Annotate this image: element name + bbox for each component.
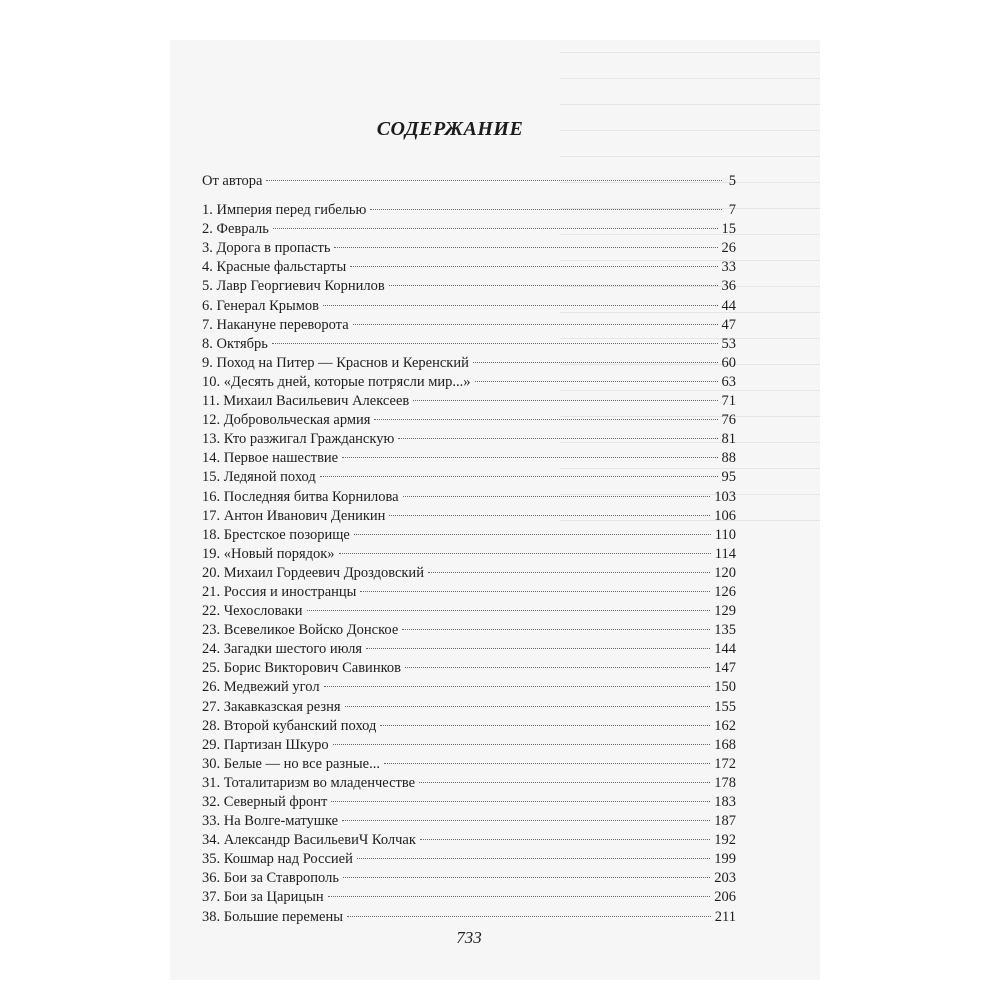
toc-entry-page: 211 bbox=[714, 908, 736, 925]
dot-leader bbox=[402, 629, 710, 630]
toc-entry-label: 21. Россия и иностранцы bbox=[202, 583, 357, 600]
dot-leader bbox=[345, 706, 711, 707]
toc-title: СОДЕРЖАНИЕ bbox=[376, 118, 524, 140]
dot-leader bbox=[366, 648, 710, 649]
toc-entry-page: 192 bbox=[714, 832, 736, 849]
dot-leader bbox=[360, 591, 710, 592]
toc-entry-page: 47 bbox=[721, 316, 736, 333]
toc-entry-label: 14. Первое нашествие bbox=[202, 450, 339, 467]
toc-entry bbox=[202, 239, 736, 258]
toc-entry bbox=[202, 468, 736, 487]
toc-entry bbox=[202, 755, 736, 774]
toc-entry-label: 23. Всевеликое Войско Донское bbox=[202, 622, 399, 639]
toc-entry bbox=[202, 678, 736, 697]
toc-entry bbox=[202, 277, 736, 296]
toc-entry-page: 199 bbox=[714, 851, 736, 868]
dot-leader bbox=[403, 496, 711, 497]
toc-entry-label: 4. Красные фальстарты bbox=[202, 259, 347, 276]
toc-entry-label: 28. Второй кубанский поход bbox=[202, 717, 377, 734]
toc-entry-page: 95 bbox=[721, 469, 736, 486]
toc-entry-label: 25. Борис Викторович Савинков bbox=[202, 660, 401, 677]
dot-leader bbox=[272, 343, 718, 344]
toc-entry-page: 44 bbox=[721, 297, 736, 314]
toc-entry-label: 13. Кто разжигал Гражданскую bbox=[202, 431, 395, 448]
toc-entry-label: 17. Антон Иванович Деникин bbox=[202, 507, 386, 524]
toc-entry-page: 7 bbox=[728, 202, 736, 219]
toc-entry bbox=[202, 430, 736, 449]
toc-entry-label: 9. Поход на Питер — Краснов и Керенский bbox=[202, 354, 469, 371]
dot-leader bbox=[273, 228, 718, 229]
toc-entry-label: 12. Добровольческая армия bbox=[202, 412, 371, 429]
toc-entry-page: 5 bbox=[728, 173, 736, 189]
dot-leader bbox=[389, 285, 718, 286]
dot-leader bbox=[323, 305, 717, 306]
toc-entry bbox=[202, 526, 736, 545]
toc-entry-page: 63 bbox=[721, 373, 736, 390]
toc-entry-label: 29. Партизан Шкуро bbox=[202, 736, 329, 753]
toc-entry-page: 26 bbox=[721, 240, 736, 257]
toc-entry bbox=[202, 258, 736, 277]
toc-entry-label: 31. Тоталитаризм во младенчестве bbox=[202, 774, 416, 791]
toc-entry bbox=[202, 888, 736, 907]
toc-entry-page: 15 bbox=[721, 221, 736, 238]
dot-leader bbox=[328, 896, 711, 897]
dot-leader bbox=[357, 858, 710, 859]
toc-entry-page: 144 bbox=[714, 641, 736, 658]
toc-entry bbox=[202, 564, 736, 583]
toc-entry-page: 81 bbox=[721, 431, 736, 448]
dot-leader bbox=[320, 476, 718, 477]
toc-entry-label: 38. Большие перемены bbox=[202, 908, 343, 925]
toc-entry bbox=[202, 316, 736, 335]
toc-entry-label: 24. Загадки шестого июля bbox=[202, 641, 363, 658]
toc-entry bbox=[202, 717, 736, 736]
toc-entry-page: 178 bbox=[714, 774, 736, 791]
toc-entry-label: 1. Империя перед гибелью bbox=[202, 202, 367, 219]
toc-entry bbox=[202, 850, 736, 869]
toc-entry-page: 206 bbox=[714, 889, 736, 906]
toc-entry bbox=[202, 201, 736, 220]
dot-leader bbox=[354, 534, 711, 535]
dot-leader bbox=[389, 515, 710, 516]
toc-entry-page: 110 bbox=[714, 526, 736, 543]
toc-entry-label: 10. «Десять дней, которые потрясли мир...» bbox=[202, 373, 471, 390]
toc-entry-page: 155 bbox=[714, 698, 736, 715]
toc-entry-label: 15. Ледяной поход bbox=[202, 469, 316, 486]
toc-entry-page: 120 bbox=[714, 564, 736, 581]
toc-entry bbox=[202, 602, 736, 621]
toc-entry bbox=[202, 373, 736, 392]
toc-entry-page: 168 bbox=[714, 736, 736, 753]
toc-entry bbox=[202, 411, 736, 430]
toc-entry-page: 129 bbox=[714, 603, 736, 620]
toc-entry bbox=[202, 659, 736, 678]
toc-entry-page: 183 bbox=[714, 794, 736, 810]
toc-entry-label: 26. Медвежий угол bbox=[202, 679, 320, 696]
toc-entry bbox=[202, 774, 736, 793]
toc-entry-label: 20. Михаил Гордеевич Дроздовский bbox=[202, 564, 424, 581]
toc-entry bbox=[202, 335, 736, 354]
dot-leader bbox=[343, 877, 710, 878]
toc-entry-page: 106 bbox=[714, 507, 736, 524]
toc-entry-label: 36. Бои за Ставрополь bbox=[202, 870, 339, 887]
toc-entry-page: 126 bbox=[714, 583, 736, 600]
toc-entry-page: 36 bbox=[721, 278, 736, 295]
page-number: 733 bbox=[456, 928, 482, 947]
toc-entry bbox=[202, 297, 736, 316]
toc-entry bbox=[202, 488, 736, 507]
toc-entry-page: 33 bbox=[721, 259, 736, 276]
toc-entry-page: 150 bbox=[714, 679, 736, 696]
toc-entry-label: От автора bbox=[202, 173, 263, 189]
dot-leader bbox=[380, 725, 710, 726]
toc-entry-label: 6. Генерал Крымов bbox=[202, 297, 320, 314]
dot-leader bbox=[350, 266, 717, 267]
dot-leader bbox=[473, 362, 718, 363]
toc-entry bbox=[202, 869, 736, 888]
dot-leader bbox=[353, 324, 718, 325]
toc-entry bbox=[202, 621, 736, 640]
toc-entry-page: 103 bbox=[714, 488, 736, 505]
toc-entry-label: 30. Белые — но все разные... bbox=[202, 755, 380, 772]
toc-entry-page: 114 bbox=[714, 545, 736, 562]
toc-entry bbox=[202, 545, 736, 564]
toc-entry-label: 11. Михаил Васильевич Алексеев bbox=[202, 393, 410, 410]
dot-leader bbox=[342, 457, 717, 458]
dot-leader bbox=[475, 381, 718, 382]
toc-entry-page: 162 bbox=[714, 717, 736, 734]
dot-leader bbox=[413, 400, 717, 401]
dot-leader bbox=[398, 438, 717, 439]
dot-leader bbox=[331, 801, 710, 802]
toc-entry-page: 172 bbox=[714, 755, 736, 772]
toc-entry-label: 7. Накануне переворота bbox=[202, 316, 349, 333]
toc-entry-page: 53 bbox=[721, 335, 736, 352]
dot-leader bbox=[420, 839, 710, 840]
toc-entry-label: 8. Октябрь bbox=[202, 335, 268, 352]
dot-leader bbox=[334, 247, 717, 248]
toc-entry-label: 27. Закавказская резня bbox=[202, 698, 341, 715]
toc-entry bbox=[202, 736, 736, 755]
toc-entry bbox=[202, 507, 736, 526]
toc-entry-label: 3. Дорога в пропасть bbox=[202, 240, 331, 257]
dot-leader bbox=[419, 782, 710, 783]
toc-entry bbox=[202, 908, 736, 927]
toc-entry-page: 60 bbox=[721, 354, 736, 371]
toc-entry bbox=[202, 449, 736, 468]
dot-leader bbox=[405, 667, 710, 668]
toc-entry-label: 34. Александр ВасильевиЧ Колчак bbox=[202, 832, 416, 849]
toc-entry bbox=[202, 172, 736, 191]
dot-leader bbox=[342, 820, 710, 821]
toc-entry-label: 32. Северный фронт bbox=[202, 794, 328, 810]
dot-leader bbox=[370, 209, 722, 210]
toc-entry-label: 16. Последняя битва Корнилова bbox=[202, 488, 399, 505]
toc-entry bbox=[202, 698, 736, 717]
dot-leader bbox=[333, 744, 711, 745]
toc-entry-page: 71 bbox=[721, 393, 736, 410]
toc-entry bbox=[202, 640, 736, 659]
toc-entry-label: 2. Февраль bbox=[202, 221, 269, 238]
toc-entry bbox=[202, 220, 736, 239]
toc-entry-label: 19. «Новый порядок» bbox=[202, 545, 335, 562]
dot-leader bbox=[428, 572, 710, 573]
dot-leader bbox=[347, 916, 711, 917]
toc-entry bbox=[202, 812, 736, 831]
toc-entry-label: 5. Лавр Георгиевич Корнилов bbox=[202, 278, 385, 295]
toc-entry bbox=[202, 831, 736, 850]
toc-entry bbox=[202, 354, 736, 373]
toc-entry-page: 76 bbox=[721, 412, 736, 429]
dot-leader bbox=[339, 553, 711, 554]
toc-entry-page: 203 bbox=[714, 870, 736, 887]
toc-entry-label: 37. Бои за Царицын bbox=[202, 889, 324, 906]
toc-entry-label: 33. На Волге-матушке bbox=[202, 813, 339, 830]
toc-entry-label: 22. Чехословаки bbox=[202, 603, 303, 620]
toc-entry bbox=[202, 793, 736, 812]
toc-list bbox=[202, 172, 736, 927]
toc-entry-page: 187 bbox=[714, 813, 736, 830]
toc-entry-page: 88 bbox=[721, 450, 736, 467]
toc-entry-page: 147 bbox=[714, 660, 736, 677]
dot-leader bbox=[324, 686, 711, 687]
dot-leader bbox=[266, 180, 722, 181]
toc-entry bbox=[202, 392, 736, 411]
toc-entry-page: 135 bbox=[714, 622, 736, 639]
dot-leader bbox=[307, 610, 711, 611]
toc-entry bbox=[202, 583, 736, 602]
toc-entry-label: 35. Кошмар над Россией bbox=[202, 851, 353, 868]
dot-leader bbox=[384, 763, 710, 764]
dot-leader bbox=[374, 419, 717, 420]
toc-entry-label: 18. Брестское позорище bbox=[202, 526, 350, 543]
